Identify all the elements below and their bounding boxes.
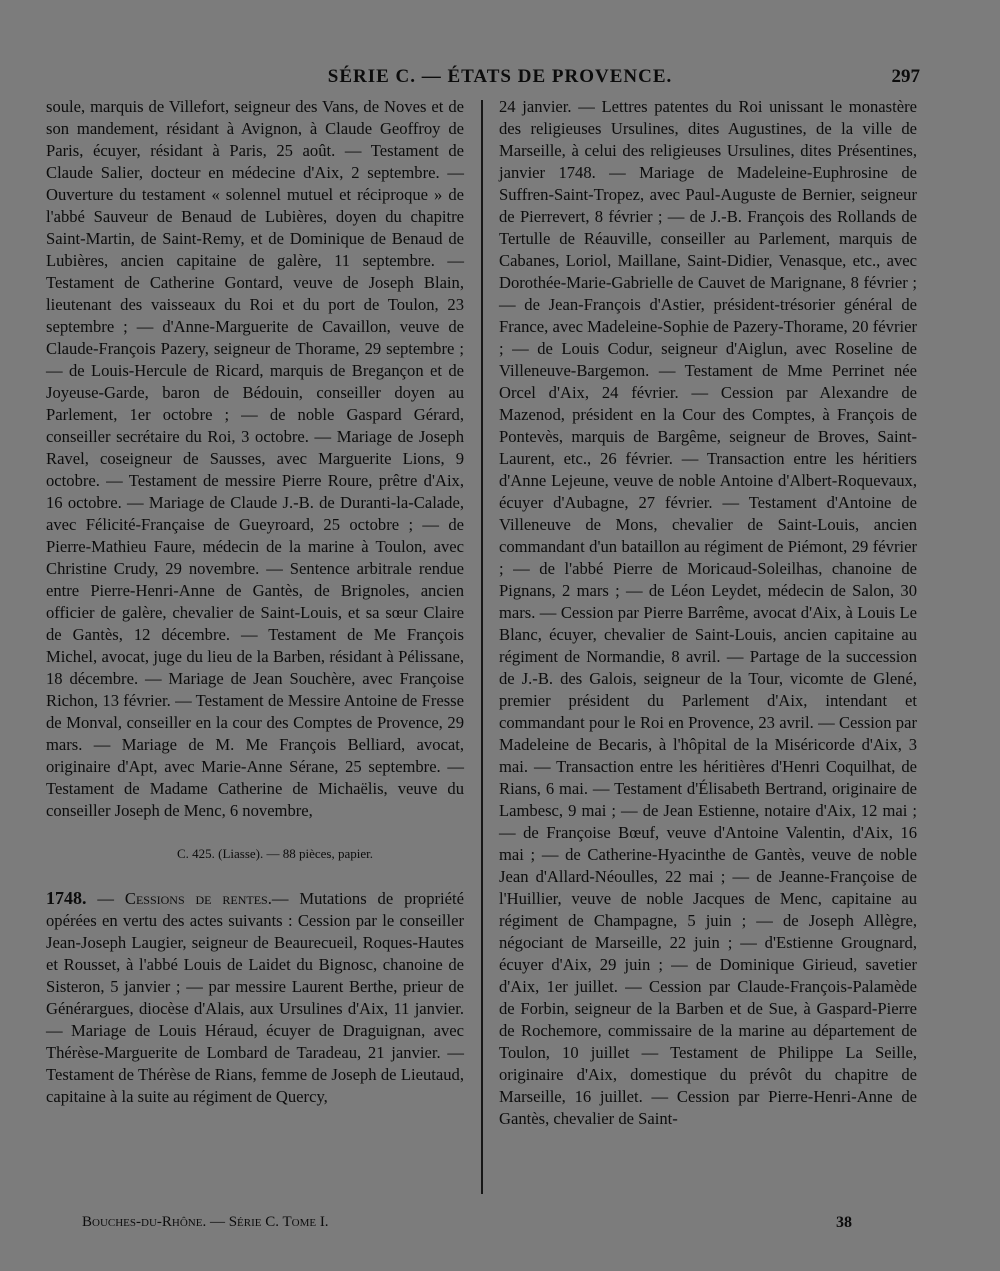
page-header <box>0 66 1000 94</box>
left-column-paragraph: soule, marquis de Villefort, seigneur des Vans, de Noves et de son mandement, résidant à Avignon, à Claude Geoffroy de Paris, écuyer, résidant à Paris, 25 août. — Testament de Claude Salier, docteur en médecine d'Aix, 2 septembre. — Ouverture du testament « solennel mutuel et réciproque » de l'abbé Sauveur de Benaud de Lubières, doyen du chapitre Saint-Martin, de Saint-Remy, et de Dominique de Benaud de Lubières, ancien capitaine de galère, 11 septembre. — Testament de Catherine Gontard, veuve de Joseph Blain, lieutenant des vaisseaux du Roi et du port de Toulon, 23 septembre ; — d'Anne-Marguerite de Cavaillon, veuve de Claude-François Pazery, seigneur de Thorame, 29 septembre ; — de Louis-Hercule de Ricard, marquis de Bregançon et de Joyeuse-Garde, baron de Bédouin, conseiller doyen au Parlement, 1er octobre ; — de noble Gaspard Gérard, conseiller secrétaire du Roi, 3 octobre. — Mariage de Joseph Ravel, coseigneur de Sausses, avec Marguerite Lions, 9 octobre. — Testament de messire Pierre Roure, prêtre d'Aix, 16 octobre. — Mariage de Claude J.-B. de Duranti-la-Calade, avec Félicité-Française de Gueyroard, 25 octobre ; — de Pierre-Mathieu Faure, médecin de la marine à Toulon, avec Christine Crudy, 29 novembre. — Sentence arbitrale rendue entre Pierre-Henri-Anne de Gantès, de Brignoles, ancien officier de galère, chevalier de Saint-Louis, et sa sœur Claire de Gantès, 12 décembre. — Testament de Me François Michel, avocat, juge du lieu de la Barben, résidant à Pélissane, 18 décembre. — Mariage de Jean Souchère, avec Françoise Richon, 13 février. — Testament de Messire Antoine de Fresse de Monval, conseiller en la cour des Comptes de Provence, 29 mars. — Mariage de M. Me François Belliard, avocat, originaire d'Apt, avec Marie-Anne Sérane, 25 septembre. — Testament de Madame Catherine de Michaëlis, veuve du conseiller Joseph de Menc, 6 novembre, <box>46 97 464 820</box>
page-title: SÉRIE C. — ÉTATS DE PROVENCE. <box>327 66 673 87</box>
footer-sheet-number: 38 <box>836 1214 852 1231</box>
right-column-paragraph: 24 janvier. — Lettres patentes du Roi unissant le monastère des religieuses Ursulines, dites Augustines, de la ville de Marseille, à celui des religieuses Ursulines, dites Présentines, janvier 1748. — Mariage de Madeleine-Euphrosine de Suffren-Saint-Tropez, avec Paul-Auguste de Bernier, seigneur de Pierrevert, 8 février ; — de J.-B. François des Rollands de Tertulle de Réauville, conseiller au Parlement, marquis de Cabanes, Loriol, Maillane, Saint-Didier, Venasque, etc., avec Dorothée-Marie-Gabrielle de Cauvet de Marignane, 8 février ; — de Jean-François d'Astier, président-trésorier général de France, avec Madeleine-Sophie de Pazery-Thorame, 20 février ; — de Louis Codur, seigneur d'Aiglun, avec Roseline de Villeneuve-Bargemon. — Testament de Mme Perrinet née Orcel d'Aix, 24 février. — Cession par Alexandre de Mazenod, président en la Cour des Comptes, à François de Pontevès, marquis de Bargême, seigneur de Broves, Saint-Laurent, etc., 26 février. — Transaction entre les héritiers d'Anne Lejeune, veuve de noble Antoine d'Albert-Roquevaux, écuyer d'Aubagne, 27 février. — Testament d'Antoine de Villeneuve de Mons, chevalier de Saint-Louis, ancien commandant d'un bataillon au régiment de Piémont, 29 février ; — de l'abbé Pierre de Moricaud-Soleilhas, chanoine de Pignans, 2 mars ; — de Léon Leydet, médecin de Salon, 30 mars. — Cession par Pierre Barrême, avocat d'Aix, à Louis Le Blanc, écuyer, chevalier de Saint-Louis, ancien capitaine au régiment de Normandie, 8 avril. — Partage de la succession de J.-B. des Galois, seigneur de la Tour, vicomte de Glené, premier président du Parlement d'Aix, intendant et commandant pour le Roi en Provence, 23 avril. — Cession par Madeleine de Becaris, à l'hôpital de la Miséricorde d'Aix, 3 mai. — Transaction entre les héritières d'Henri Coquilhat, de Rians, 6 mai. — Testament d'Élisabeth Bertrand, originaire de Lambesc, 9 mai ; — de Jean Estienne, notaire d'Aix, 12 mai ; — de Françoise Bœuf, veuve d'Antoine Valentin, d'Aix, 16 mai ; — de Catherine-Hyacinthe de Gantès, veuve de noble Jean d'Allard-Néoulles, 22 mai ; — de Jeanne-Françoise de l'Huillier, veuve de noble Jacques de Menc, capitaine au régiment de Champagne, 5 juin ; — de Joseph Allègre, négociant de Marseille, 22 juin ; — d'Estienne Grougnard, écuyer d'Aix, 29 juin ; — de Dominique Girieud, savetier d'Aix, 1er juillet. — Cession par Claude-François-Palamède de Forbin, seigneur de la Barben et de Sue, à Gaspard-Pierre de Rochemore, commissaire de la marine au département de Toulon, 10 juillet — Testament de Philippe La Seille, originaire d'Aix, domestique du prévôt du chapitre de Marseille, 16 juillet. — Cession par Pierre-Henri-Anne de Gantès, chevalier de Saint- <box>499 97 917 1128</box>
column-divider <box>481 100 483 1194</box>
entry-year: 1748. <box>46 888 87 908</box>
left-column <box>46 96 464 1108</box>
page-footer <box>0 1214 1000 1238</box>
liasse-line: C. 425. (Liasse). — 88 pièces, papier. <box>176 846 374 861</box>
right-column <box>499 96 917 1130</box>
footer-series: Bouches-du-Rhône. — Série C. Tome I. <box>82 1214 329 1230</box>
page-number: 297 <box>891 66 920 87</box>
entry-paragraph <box>46 887 464 1108</box>
entry-text: — Mutations de propriété opérées en vertu des actes suivants : Cession par le conseiller Jean-Joseph Laugier, seigneur de Beaurecueil, Roques-Hautes et Rousset, à l'abbé Louis de Laidet du Bignosc, chanoine de Sisteron, 5 janvier ; — par messire Laurent Berthe, prieur de Générargues, diocèse d'Alais, aux Ursulines d'Aix, 11 janvier. — Mariage de Louis Héraud, écuyer de Draguignan, avec Thérèse-Marguerite de Lombard de Taradeau, 21 janvier. — Testament de Thérèse de Rians, femme de Joseph de Lieutaud, capitaine à la suite au régiment de Quercy, <box>46 889 464 1106</box>
entry-heading: — Cessions de rentes. <box>97 889 272 908</box>
